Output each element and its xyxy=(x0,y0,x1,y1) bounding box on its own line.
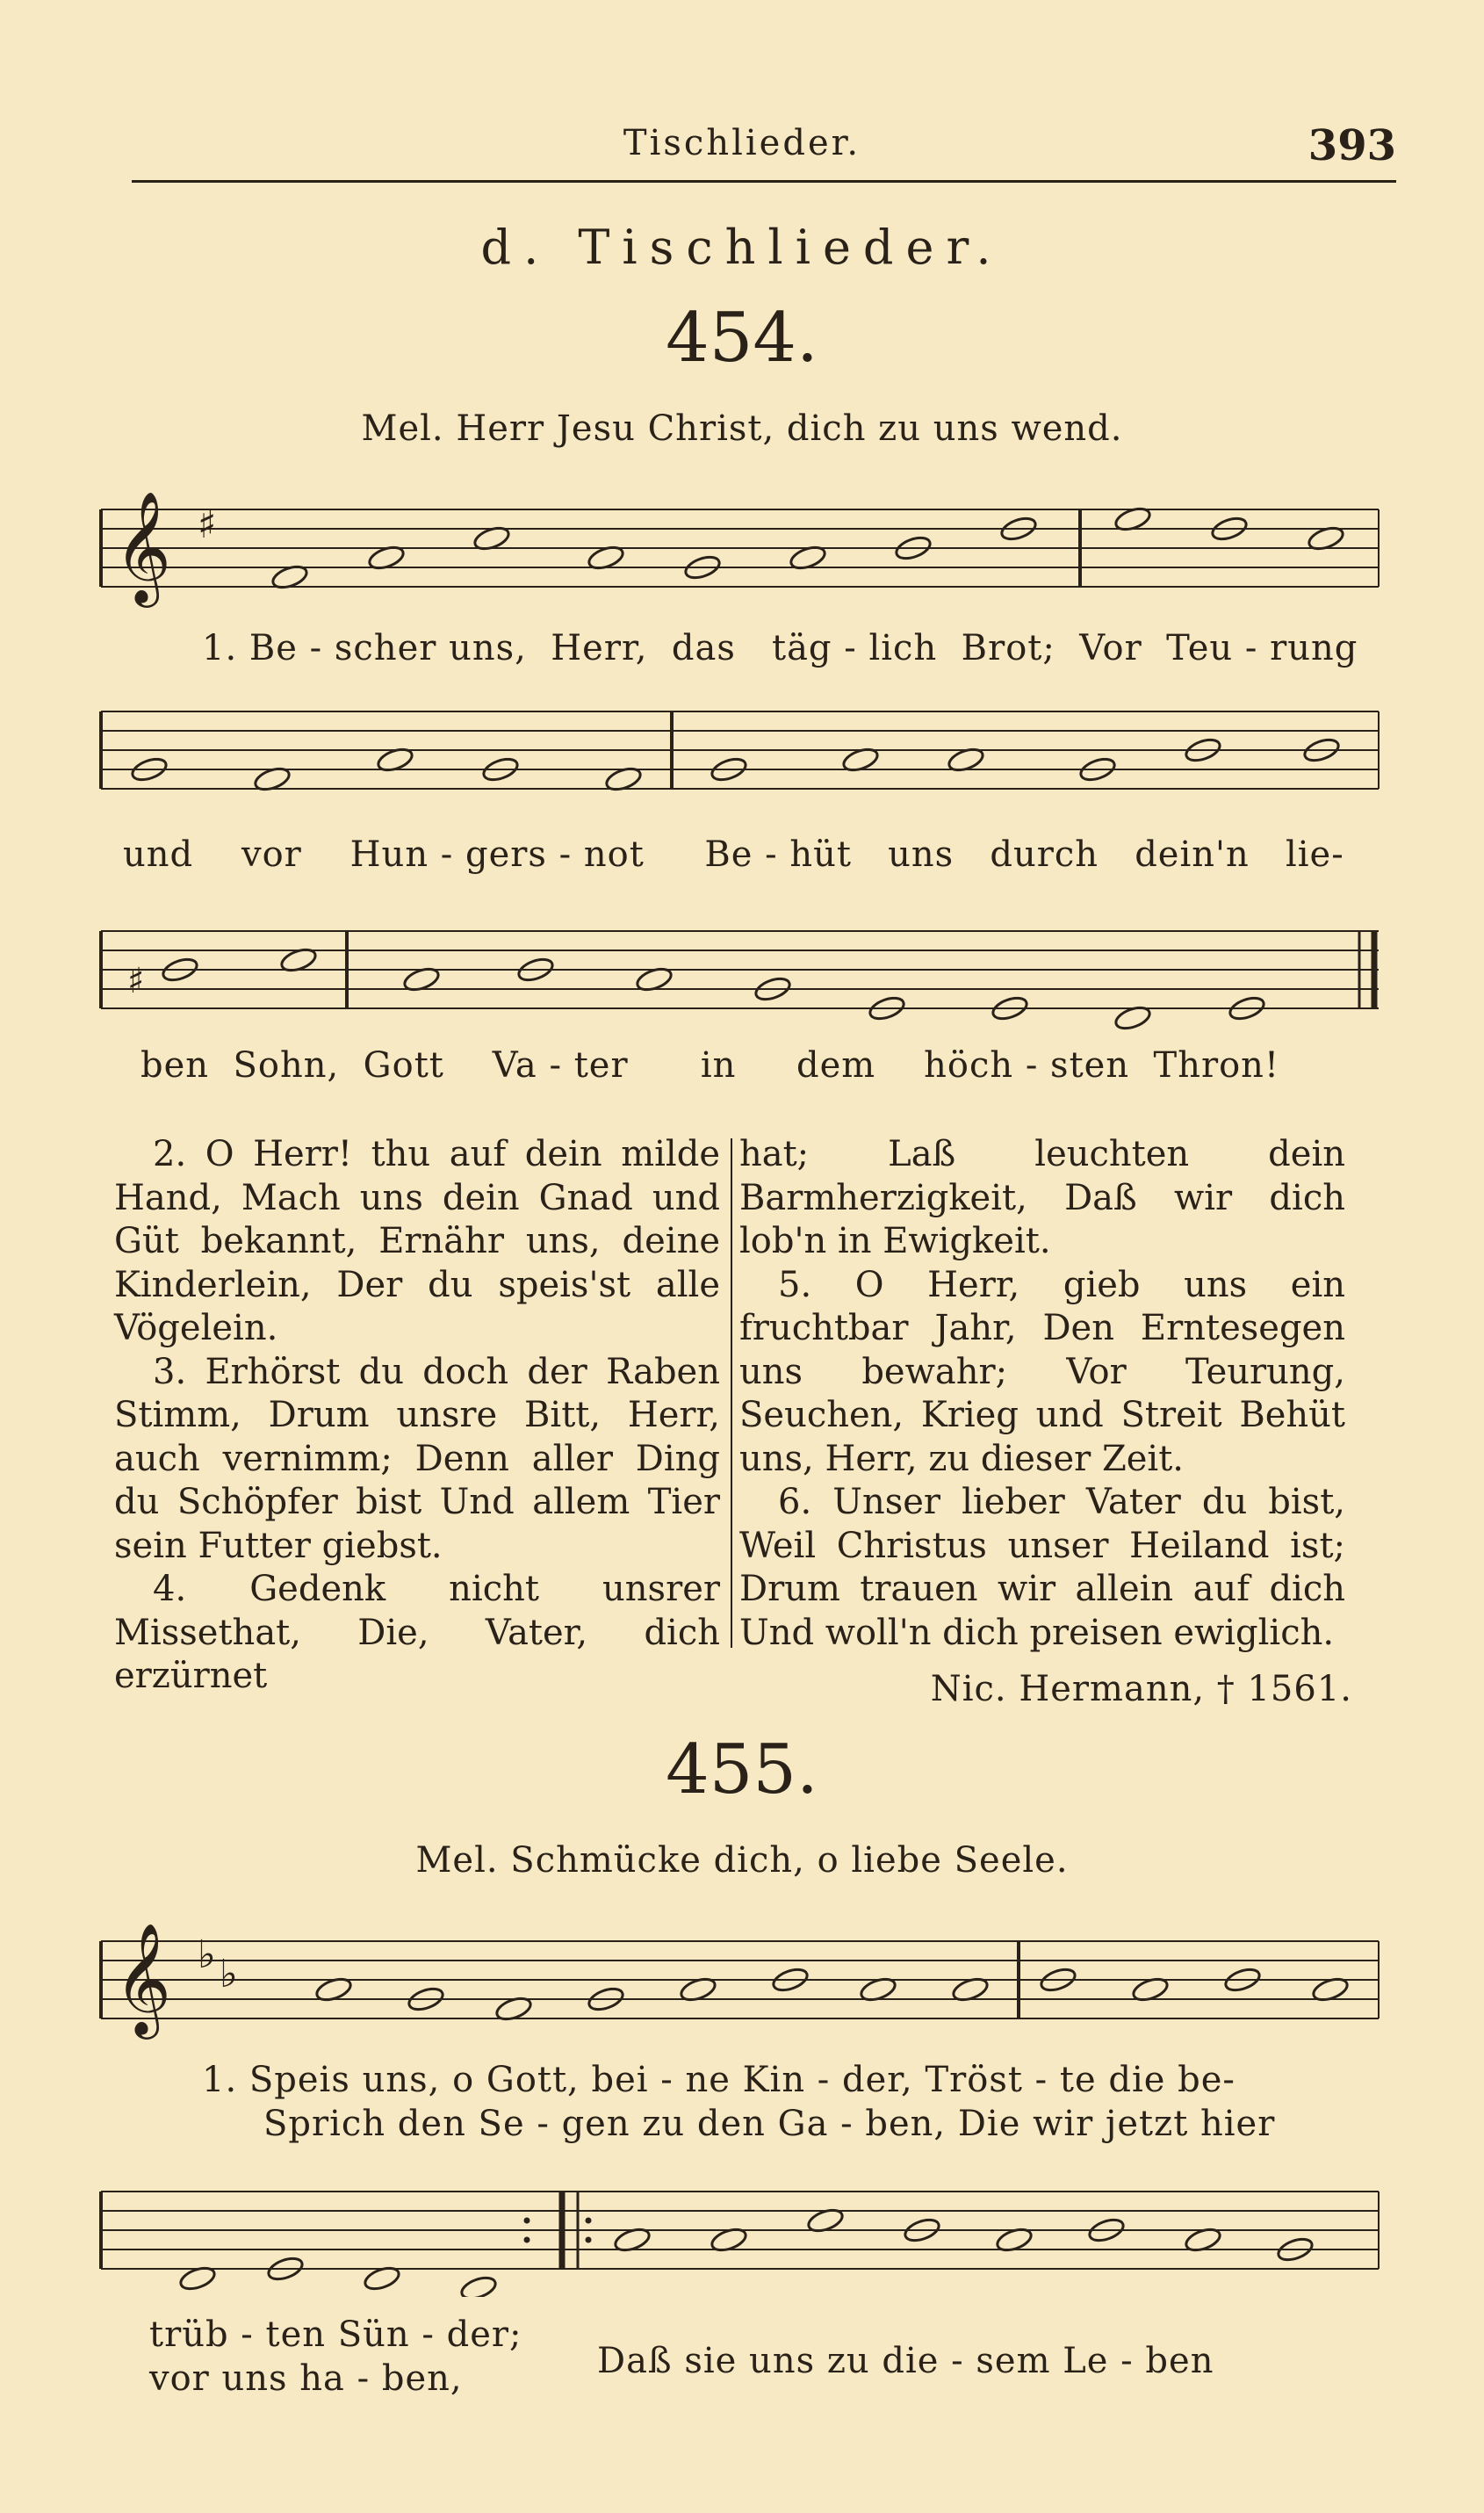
verse-column-right xyxy=(739,1133,1345,1655)
verse-paragraph: hat; Laß leuchten dein Barmherzigkeit, Daß wir dich lob'n in Ewigkeit. xyxy=(739,1134,1345,1261)
flat-icon: ♭ xyxy=(220,1952,238,1997)
hymn-number: 455. xyxy=(666,1730,818,1809)
sharp-icon: ♯ xyxy=(198,502,217,547)
music-staff xyxy=(0,1897,1484,2055)
verse-paragraph: 2. O Herr! thu auf dein milde Hand, Mach uns dein Gnad und Güt bekannt, Ernähr uns, deine Kinderlein, Der du speis'st alle Vögelein. xyxy=(114,1134,720,1348)
lyrics-line: Daß sie uns zu die - sem Le - ben xyxy=(597,2341,1214,2381)
flat-icon: ♭ xyxy=(198,1932,216,1977)
running-head: Tischlieder. xyxy=(623,123,861,163)
lyrics-line: 1. Be - scher uns, Herr, das täg - lich Brot; Vor Teu - rung xyxy=(202,628,1358,668)
music-staff xyxy=(0,466,1484,624)
verse-paragraph: 3. Erhörst du doch der Raben Stimm, Drum unsre Bitt, Herr, auch vernimm; Denn aller Ding du Schöpfer bist Und allem Tier sein Futter giebst. xyxy=(114,1351,720,1566)
music-staff xyxy=(0,694,1484,817)
lyrics-line: ben Sohn, Gott Va - ter in dem höch - sten Thron! xyxy=(140,1045,1280,1086)
hymn-number: 454. xyxy=(666,299,818,378)
sharp-icon: ♯ xyxy=(127,961,145,1001)
verse-paragraph: 4. Gedenk nicht unsrer Missethat, Die, Vater, dich erzürnet xyxy=(114,1569,720,1696)
music-staff xyxy=(0,913,1484,1036)
lyrics-line: 1. Speis uns, o Gott, bei - ne Kin - der, Tröst - te die be- xyxy=(202,2060,1235,2100)
header-rule xyxy=(132,180,1396,183)
lyrics-line: trüb - ten Sün - der; xyxy=(149,2314,522,2355)
verse-column-left xyxy=(114,1133,720,1699)
lyrics-line: und vor Hun - gers - not Be - hüt uns durch dein'n lie- xyxy=(123,834,1344,875)
column-divider xyxy=(731,1138,732,1648)
melody-indication: Mel. Herr Jesu Christ, dich zu uns wend. xyxy=(361,408,1123,449)
page-number: 393 xyxy=(1308,121,1396,170)
section-title: d. Tischlieder. xyxy=(480,220,1004,275)
melody-indication: Mel. Schmücke dich, o liebe Seele. xyxy=(415,1840,1069,1881)
music-staff xyxy=(0,2165,1484,2297)
verse-paragraph: 5. O Herr, gieb uns ein fruchtbar Jahr, Den Erntesegen uns bewahr; Vor Teurung, Seuchen, Krieg und Streit Behüt uns, Herr, zu dieser Zeit. xyxy=(739,1264,1345,1479)
verse-paragraph: 6. Unser lieber Vater du bist, Weil Christus unser Heiland ist; Drum trauen wir allein auf dich Und woll'n dich preisen ewiglich. xyxy=(739,1482,1345,1653)
hymn-author: Nic. Hermann, † 1561. xyxy=(930,1669,1352,1709)
treble-clef-icon: 𝄞 xyxy=(114,490,172,603)
treble-clef-icon: 𝄞 xyxy=(114,1922,172,2034)
lyrics-line: vor uns ha - ben, xyxy=(149,2358,463,2399)
lyrics-line: Sprich den Se - gen zu den Ga - ben, Die wir jetzt hier xyxy=(263,2104,1276,2144)
